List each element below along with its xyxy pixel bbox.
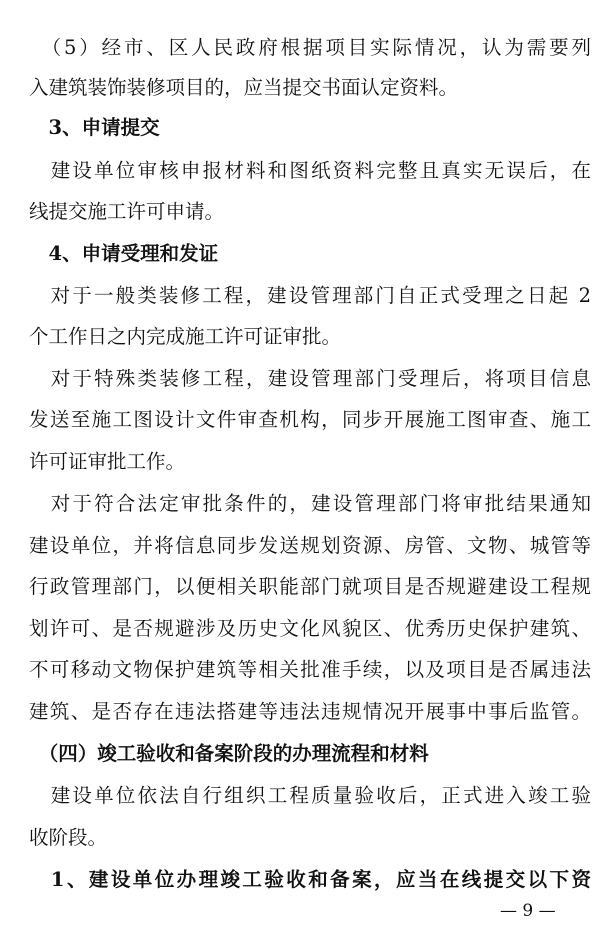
text-line-2: 入建筑装饰装修项目的，应当提交书面认定资料。 [29,76,459,99]
section-heading-1: 1、建设单位办理竣工验收和备案，应当在线提交以下资 [29,868,591,891]
text-line-10: 发送至施工图设计文件审查机构，同步开展施工图审查、施工 [29,408,591,431]
section-heading-4: 4、申请受理和发证 [29,242,219,265]
text-line-19: 建设单位依法自行组织工程质量验收后，正式进入竣工验 [29,784,591,807]
text-line-9: 对于特殊类装修工程，建设管理部门受理后，将项目信息 [29,367,591,390]
text-line-20: 收阶段。 [29,826,108,849]
text-line-15: 划许可、是否规避涉及历史文化风貌区、优秀历史保护建筑、 [29,617,591,640]
text-line-4: 建设单位审核申报材料和图纸资料完整且真实无误后，在 [29,159,591,182]
page-number: — 9 — [500,901,556,921]
section-heading-3: 3、申请提交 [29,116,160,139]
text-line-5: 线提交施工许可申请。 [29,200,225,223]
section-heading-four: （四）竣工验收和备案阶段的办理流程和材料 [29,742,429,765]
text-line-14: 行政管理部门，以便相关职能部门就项目是否规避建设工程规 [29,575,591,598]
text-line-11: 许可证审批工作。 [29,450,186,473]
text-line-8: 个工作日之内完成施工许可证审批。 [29,325,342,348]
text-line-16: 不可移动文物保护建筑等相关批准手续，以及项目是否属违法 [29,658,591,681]
text-line-1: （5）经市、区人民政府根据项目实际情况，认为需要列 [29,36,591,59]
text-line-13: 建设单位，并将信息同步发送规划资源、房管、文物、城管等 [29,534,591,557]
text-line-12: 对于符合法定审批条件的，建设管理部门将审批结果通知 [29,492,591,515]
text-line-17: 建筑、是否存在违法搭建等违法违规情况开展事中事后监管。 [29,700,591,723]
text-line-7: 对于一般类装修工程，建设管理部门自正式受理之日起 2 [29,284,591,307]
document-page [29,0,593,937]
